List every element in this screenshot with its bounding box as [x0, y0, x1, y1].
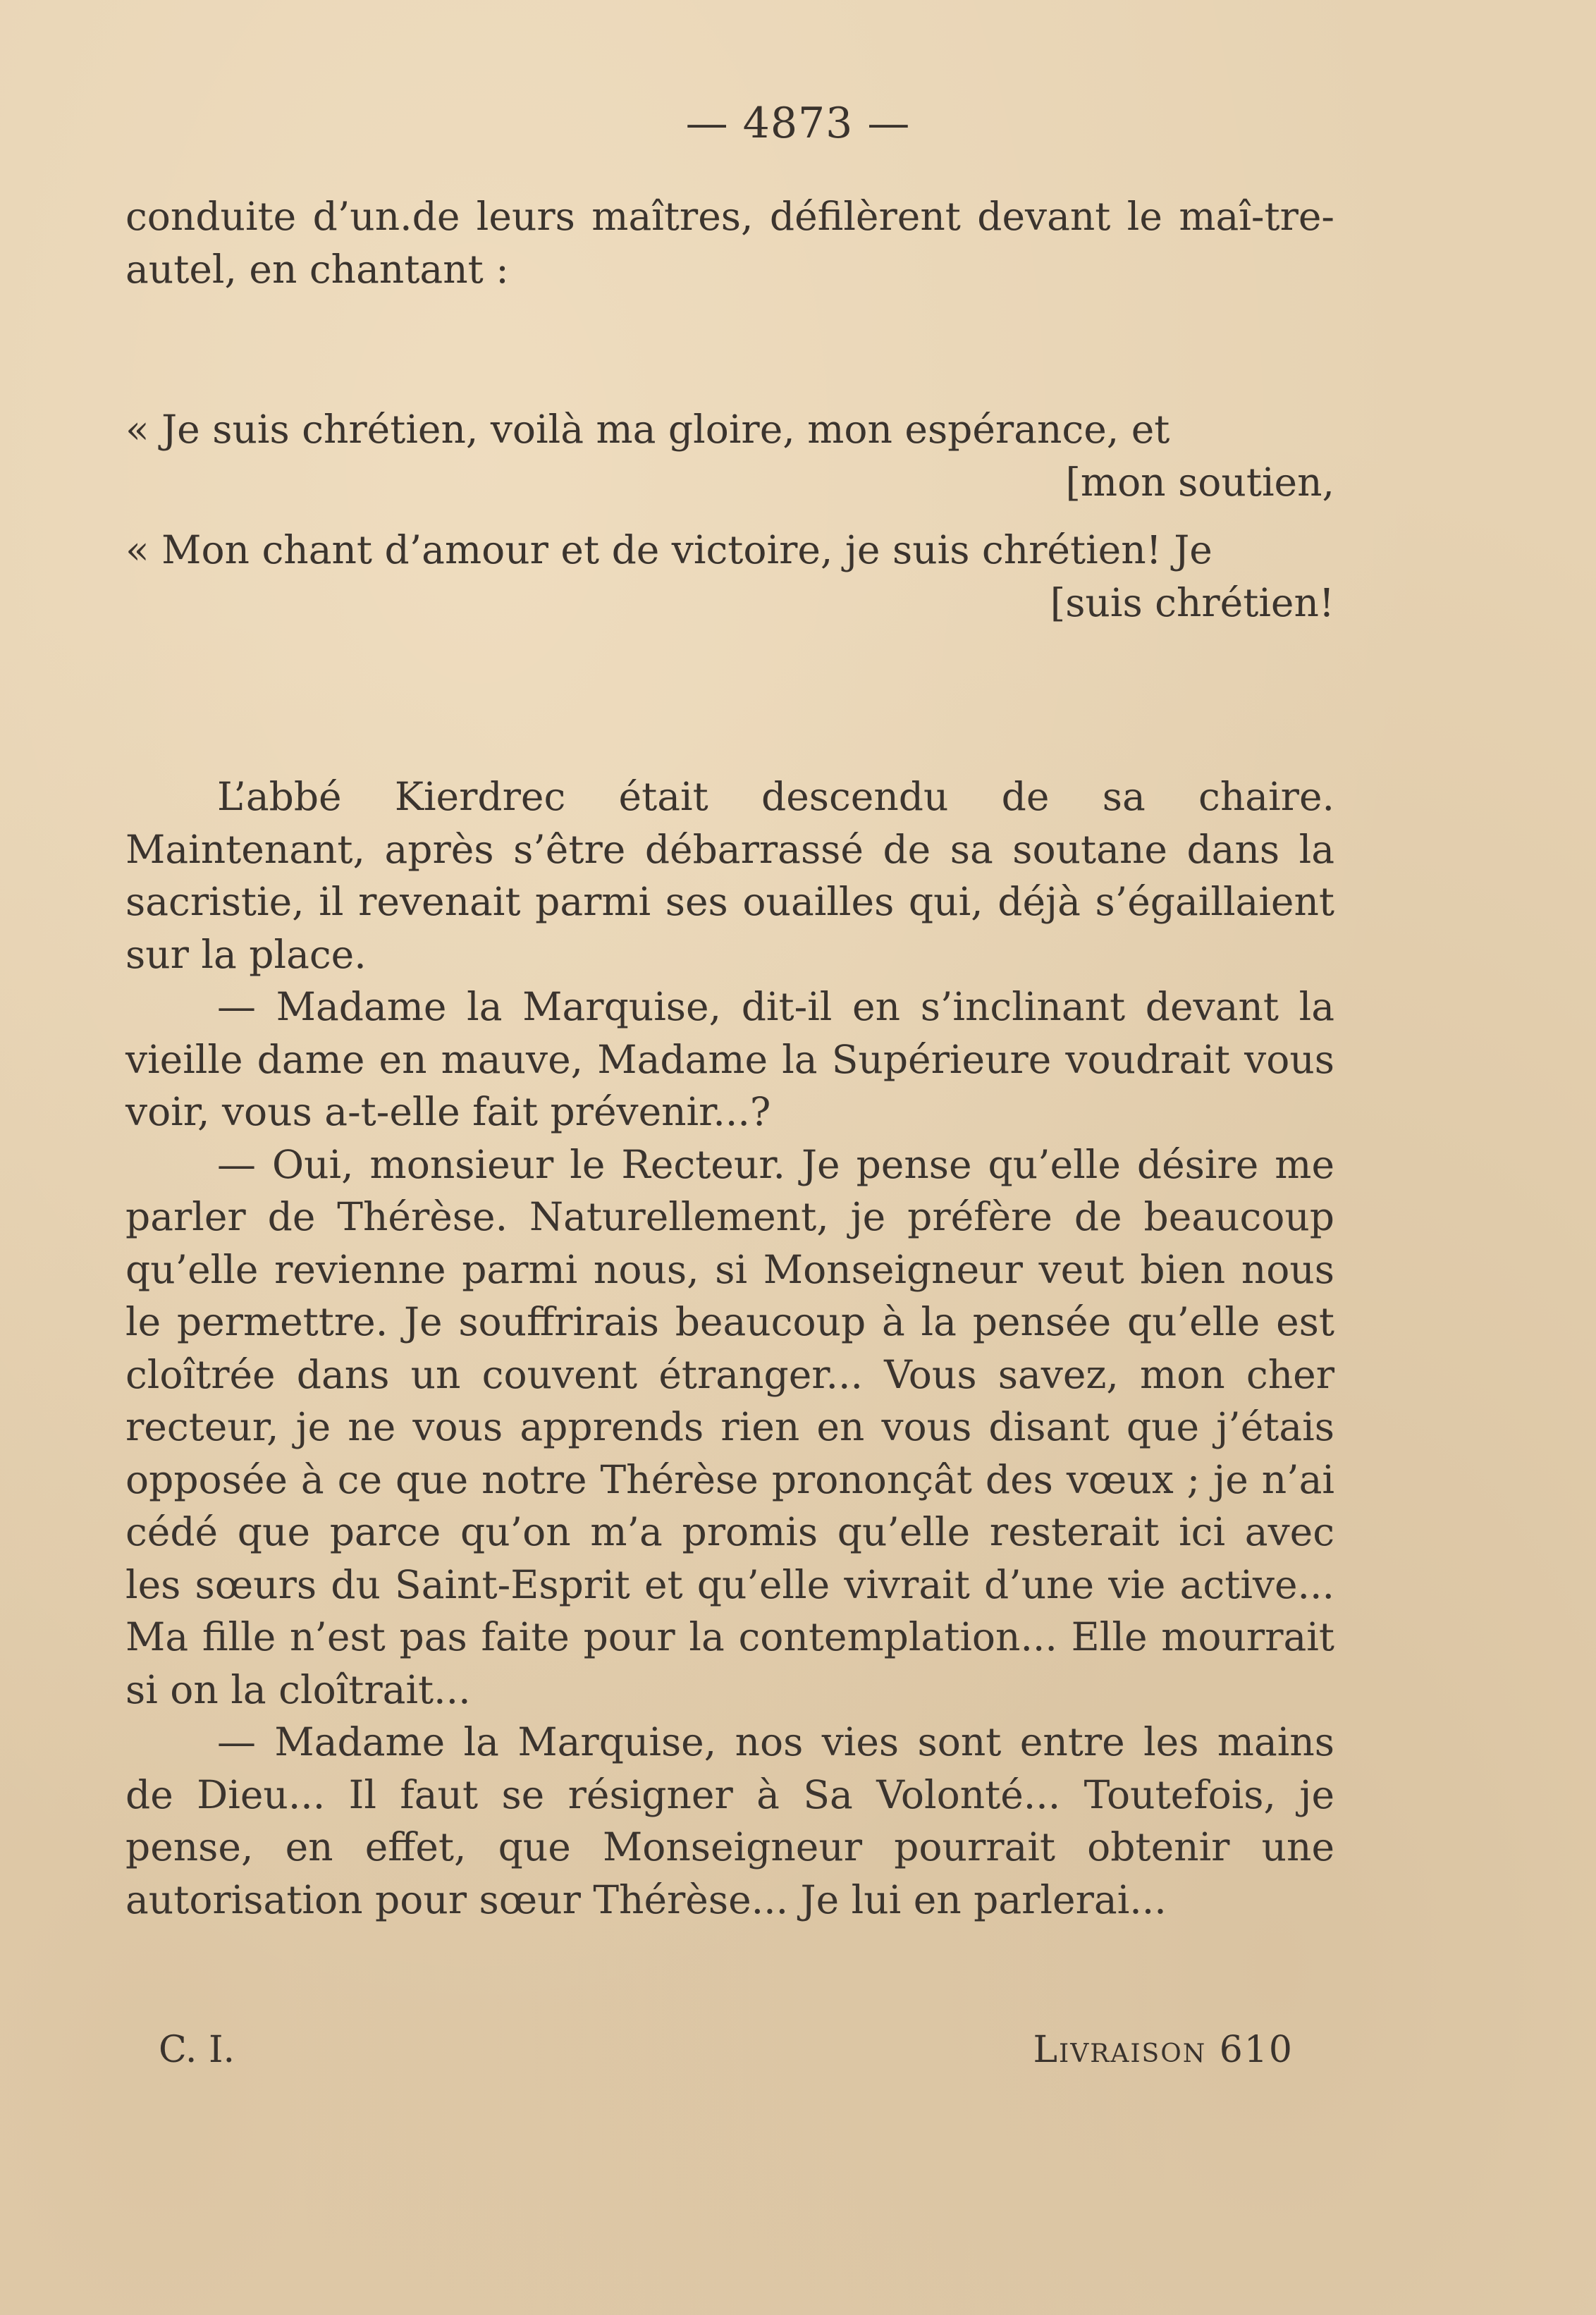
- paragraph-dialogue-recteur-reply: — Madame la Marquise, nos vies sont entre les mains de Dieu... Il faut se résigner à Sa Volonté... Toutefois, je pense, en effet, que Monseigneur pourrait obtenir une autorisation pour sœur Thérèse... Je lui en parlerai...: [125, 1719, 1334, 1922]
- verse-line-2-continuation: [suis chrétien!: [1050, 579, 1334, 625]
- verse-line-1: [125, 403, 1334, 508]
- paragraph-dialogue-marquise: — Oui, monsieur le Recteur. Je pense qu’elle désire me parler de Thérèse. Naturellement, je préfère de beaucoup qu’elle revienne parmi nous, si Monseigneur veut bien nous le permettre. Je souffrirais beaucoup à la pensée qu’elle est cloîtrée dans un couvent étranger... Vous savez, mon cher recteur, je ne vous apprends rien en vous disant que j’étais opposée à ce que notre Thérèse prononçât des vœux ; je n’ai cédé que parce qu’on m’a promis qu’elle resterait ici avec les sœurs du Saint-Esprit et qu’elle vivrait d’une vie active... Ma fille n’est pas faite pour la contemplation... Elle mourrait si on la cloîtrait...: [125, 1141, 1334, 1712]
- livraison-number: Livraison 610: [1033, 2029, 1294, 2071]
- verse-block: [125, 403, 1334, 644]
- verse-line-2: [125, 524, 1334, 629]
- paragraph-dialogue-recteur: — Madame la Marquise, dit-il en s’inclinant devant la vieille dame en mauve, Madame la Supérieure voudrait vous voir, vous a-t-elle fait prévenir...?: [125, 984, 1334, 1134]
- page-number: — 4873 —: [685, 99, 911, 148]
- verse-line-1-continuation: [mon soutien,: [1065, 459, 1334, 505]
- paragraph-narration: L’abbé Kierdrec était descendu de sa chaire. Maintenant, après s’être débarrassé de sa soutane dans la sacristie, il revenait parmi ses ouailles qui, déjà s’égaillaient sur la place.: [125, 774, 1334, 977]
- verse-line-1-text: « Je suis chrétien, voilà ma gloire, mon espérance, et: [125, 407, 1170, 452]
- prose-block: [125, 770, 1334, 1926]
- verse-line-2-text: « Mon chant d’amour et de victoire, je suis chrétien! Je: [125, 527, 1213, 572]
- printer-signature: C. I.: [159, 2029, 235, 2071]
- opening-text: conduite d’un.de leurs maîtres, défilèrent devant le maî-tre-autel, en chantant :: [125, 194, 1334, 292]
